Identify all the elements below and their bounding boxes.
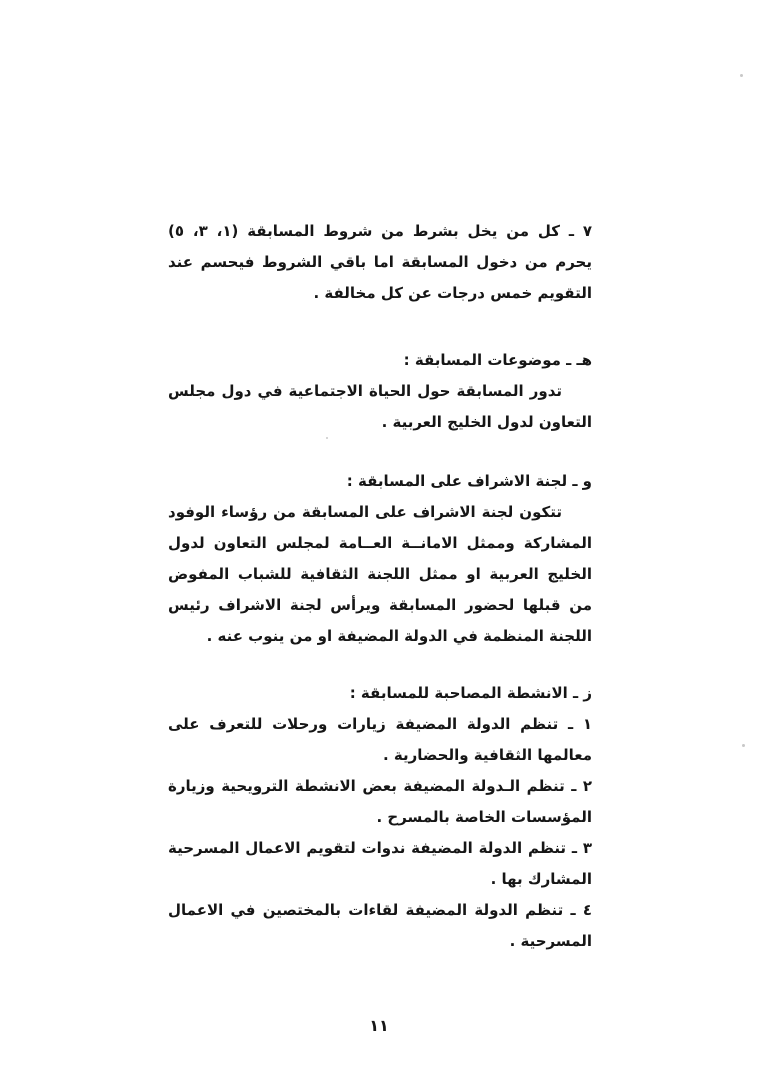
- section-h-heading: هـ ـ موضوعات المسابقة :: [403, 351, 592, 369]
- section-h-body: تدور المسابقة حول الحياة الاجتماعية في دول مجلس التعاون لدول الخليج العربية .: [168, 382, 592, 431]
- section-gap: [168, 438, 592, 466]
- section-w-heading: و ـ لجنة الاشراف على المسابقة :: [346, 472, 592, 490]
- section-w-body: تتكون لجنة الاشراف على المسابقة من رؤساء الوفود المشاركة وممثل الامانــة العــامة لمجلس التعاون لدول الخليج العربية او ممثل اللجنة الثقافية للشباب المفوض من قبلها لحضور المسابقة ويرأس لجنة الاشراف رئيس اللجنة المنظمة في الدولة المضيفة او من ينوب عنه .: [168, 503, 592, 645]
- section-z-heading: ز ـ الانشطة المصاحبة للمسابقة :: [349, 684, 592, 702]
- scan-speck: [326, 437, 328, 439]
- section-gap: [168, 652, 592, 678]
- section-z-item-2: ٢ ـ تنظم الـدولة المضيفة بعض الانشطة الترويحية وزيارة المؤسسات الخاصة بالمسرح .: [168, 777, 592, 826]
- page-number: ١١: [369, 1016, 389, 1035]
- document-content: [168, 216, 592, 957]
- scan-speck: [740, 74, 743, 77]
- section-z-item-3: ٣ ـ تنظم الدولة المضيفة ندوات لتقويم الاعمال المسرحية المشارك بها .: [168, 839, 592, 888]
- section-z-item-1: ١ ـ تنظم الدولة المضيفة زيارات ورحلات للتعرف على معالمها الثقافية والحضارية .: [168, 715, 592, 764]
- section-gap: [168, 309, 592, 345]
- scan-speck: [742, 744, 745, 747]
- section-z-item-4: ٤ ـ تنظم الدولة المضيفة لقاءات بالمختصين في الاعمال المسرحية .: [168, 901, 592, 950]
- clause-7-paragraph: ٧ ـ كل من يخل بشرط من شروط المسابقة (١، ٣، ٥) يحرم من دخول المسابقة اما باقي الشروط فيحسم عند التقويم خمس درجات عن كل مخالفة .: [168, 222, 593, 302]
